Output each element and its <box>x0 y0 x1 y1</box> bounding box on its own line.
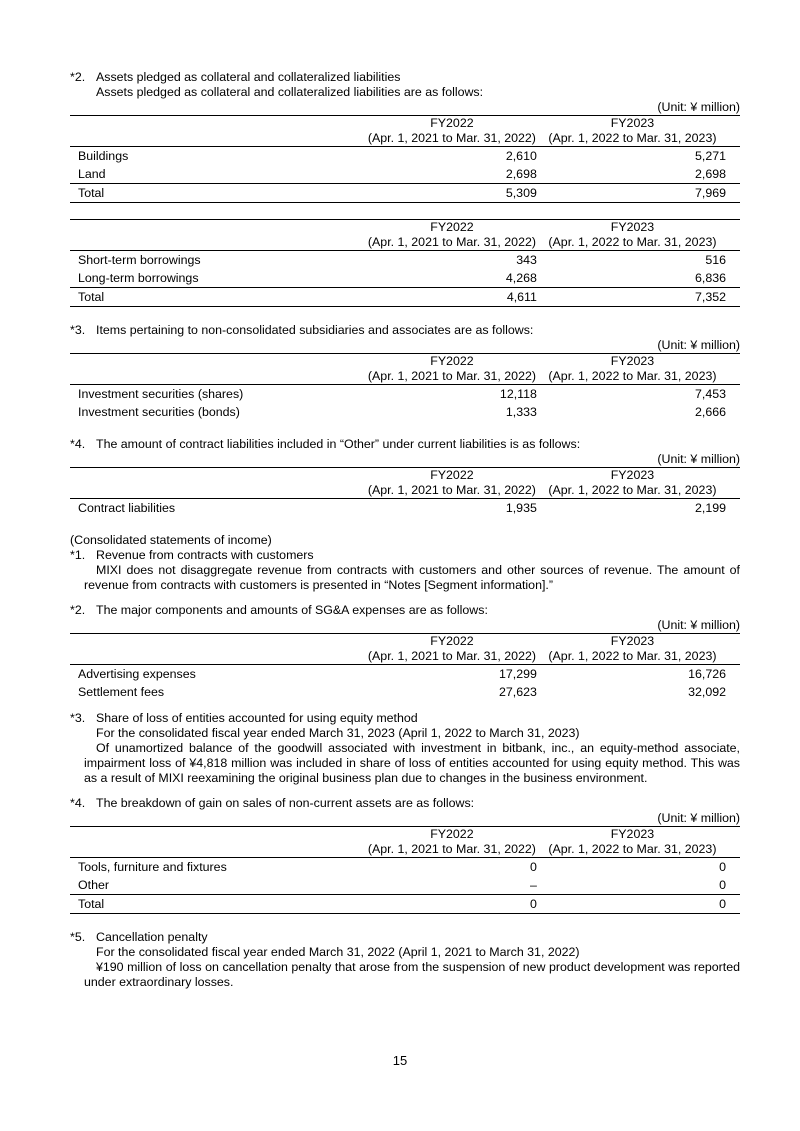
table-row: Short-term borrowings 343 516 <box>78 253 726 267</box>
table-total-row: Total 0 0 <box>70 895 740 914</box>
table-row: Contract liabilities 1,935 2,199 <box>78 501 726 515</box>
col-header-fy2023: FY2023 (Apr. 1, 2022 to Mar. 31, 2023) <box>539 827 740 858</box>
non-consolidated-subsidiaries-table <box>70 353 740 421</box>
col-header-fy2022: FY2022 (Apr. 1, 2021 to Mar. 31, 2022) <box>367 827 539 858</box>
income-note-4-heading: *4. The breakdown of gain on sales of non-current assets are as follows: <box>70 796 475 810</box>
table-total-row: Total 5,309 7,969 <box>70 184 740 203</box>
table-row: Long-term borrowings 4,268 6,836 <box>78 271 726 285</box>
col-header-fy2023: FY2023 (Apr. 1, 2022 to Mar. 31, 2023) <box>539 116 740 147</box>
collateralized-liabilities-table <box>70 219 740 307</box>
table-row: Advertising expenses 17,299 16,726 <box>78 667 726 681</box>
unit-label: (Unit: ¥ million) <box>657 452 740 466</box>
income-note-5-subtitle: For the consolidated fiscal year ended March 31, 2022 (April 1, 2021 to March 31, 2022) <box>96 945 580 959</box>
gain-on-sales-table <box>70 826 740 914</box>
table-row: Land 2,698 2,698 <box>78 167 726 181</box>
col-header-fy2022: FY2022 (Apr. 1, 2021 to Mar. 31, 2022) <box>367 116 539 147</box>
income-statement-heading: (Consolidated statements of income) <box>70 533 272 547</box>
table-row: Other – 0 <box>78 878 726 892</box>
contract-liabilities-table <box>70 467 740 517</box>
col-header-fy2023: FY2023 (Apr. 1, 2022 to Mar. 31, 2023) <box>539 220 740 251</box>
page-number: 15 <box>392 1053 408 1068</box>
income-note-3-text: Of unamortized balance of the goodwill associated with investment in bitbank, inc., an equity-method associate, impairment loss of ¥4,818 million was included in share of loss of entities accounted for using equity method. This was as a result of MIXI reexamining the original business plan due to changes in the business environment. <box>84 741 740 785</box>
col-header-fy2022: FY2022 (Apr. 1, 2021 to Mar. 31, 2022) <box>367 354 539 385</box>
note-4-heading: *4. The amount of contract liabilities included in “Other” under current liabilities is as follows: <box>70 437 581 451</box>
income-note-3-subtitle: For the consolidated fiscal year ended March 31, 2023 (April 1, 2022 to March 31, 2023) <box>96 726 580 740</box>
unit-label: (Unit: ¥ million) <box>657 618 740 632</box>
col-header-fy2022: FY2022 (Apr. 1, 2021 to Mar. 31, 2022) <box>367 468 539 499</box>
col-header-fy2023: FY2023 (Apr. 1, 2022 to Mar. 31, 2023) <box>539 354 740 385</box>
unit-label: (Unit: ¥ million) <box>657 100 740 114</box>
unit-label: (Unit: ¥ million) <box>657 811 740 825</box>
income-note-1-text: MIXI does not disaggregate revenue from contracts with customers and other sources of revenue. The amount of revenue from contracts with customers is presented in “Notes [Segment information].” <box>84 563 740 592</box>
unit-label: (Unit: ¥ million) <box>657 338 740 352</box>
income-note-1-heading: *1. Revenue from contracts with customers <box>70 548 314 562</box>
income-note-2-heading: *2. The major components and amounts of SG&A expenses are as follows: <box>70 603 488 617</box>
table-total-row: Total 4,611 7,352 <box>70 288 740 307</box>
income-note-5-text: ¥190 million of loss on cancellation penalty that arose from the suspension of new product development was reported under extraordinary losses. <box>84 960 740 989</box>
col-header-fy2022: FY2022 (Apr. 1, 2021 to Mar. 31, 2022) <box>367 634 539 665</box>
note-2-heading: *2. Assets pledged as collateral and collateralized liabilities <box>70 70 401 84</box>
note-3-heading: *3. Items pertaining to non-consolidated subsidiaries and associates are as follows: <box>70 323 534 337</box>
col-header-fy2022: FY2022 (Apr. 1, 2021 to Mar. 31, 2022) <box>367 220 539 251</box>
table-row: Settlement fees 27,623 32,092 <box>78 685 726 699</box>
col-header-fy2023: FY2023 (Apr. 1, 2022 to Mar. 31, 2023) <box>539 468 740 499</box>
income-note-5-heading: *5. Cancellation penalty <box>70 930 208 944</box>
note-2-subtitle: Assets pledged as collateral and collateralized liabilities are as follows: <box>96 85 484 99</box>
income-note-3-heading: *3. Share of loss of entities accounted for using equity method <box>70 711 418 725</box>
sga-expenses-table <box>70 633 740 701</box>
document-page <box>70 70 740 990</box>
table-row: Investment securities (bonds) 1,333 2,666 <box>78 405 726 419</box>
assets-pledged-table <box>70 115 740 203</box>
col-header-fy2023: FY2023 (Apr. 1, 2022 to Mar. 31, 2023) <box>539 634 740 665</box>
table-row: Buildings 2,610 5,271 <box>78 149 726 163</box>
table-row: Tools, furniture and fixtures 0 0 <box>78 860 726 874</box>
table-row: Investment securities (shares) 12,118 7,453 <box>78 387 726 401</box>
